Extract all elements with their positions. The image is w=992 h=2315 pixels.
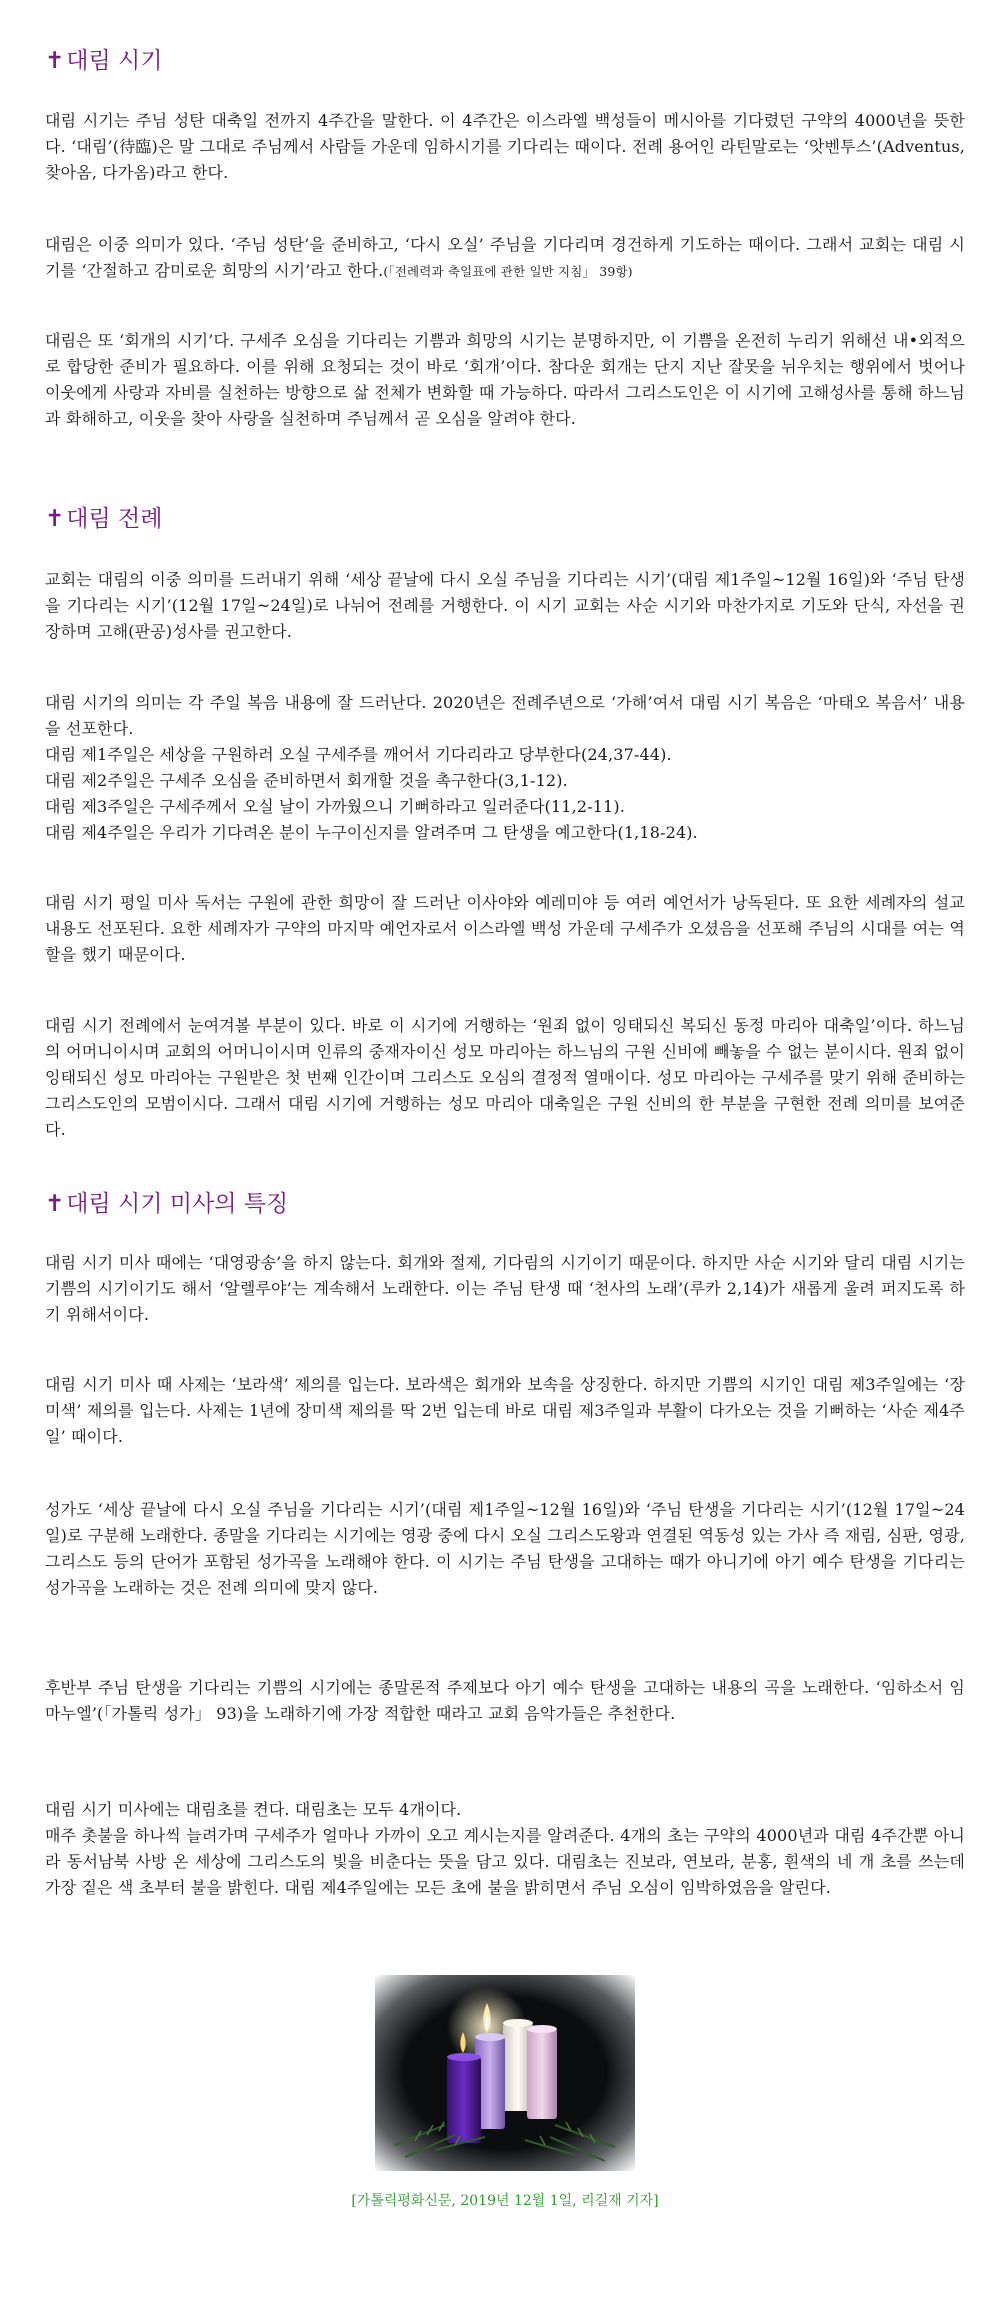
cross-icon: ✝ [45,1191,65,1217]
advent-candles-photo [375,1975,635,2171]
section-heading-advent-liturgy: ✝대림 전례 [45,506,163,532]
paragraph: 대림 시기 평일 미사 독서는 구원에 관한 희망이 잘 드러난 이사야와 예레미야 등 여러 예언서가 낭독된다. 또 요한 세례자의 설교 내용도 선포된다. 요한 세례자가 구약의 마지막 예언자로서 이스라엘 백성 가운데 구세주가 오셨음을 선포해 주님의 시대를 여는 역할을 했기 때문이다. [45,893,965,964]
section-heading-advent-season: ✝대림 시기 [45,48,163,74]
list-item: 대림 제4주일은 우리가 기다려온 분이 누구이신지를 알려주며 그 탄생을 예고한다(1,18-24). [45,823,698,842]
pink-candle [527,2029,557,2119]
list-item: 대림 시기의 의미는 각 주일 복음 내용에 잘 드러난다. 2020년은 전례주년으로 ‘가해’여서 대림 시기 복음은 ‘마태오 복음서’ 내용을 선포한다. [45,693,965,738]
paragraph: 대림은 이중 의미가 있다. ‘주님 성탄’을 준비하고, ‘다시 오실’ 주님을 기다리며 경건하게 기도하는 때이다. 그래서 교회는 대림 시기를 ‘간절하고 감미로운 희망의 시기’라고 한다.(「전례력과 축일표에 관한 일반 지침」 39항) [45,235,965,280]
paragraph: 대림 시기는 주님 성탄 대축일 전까지 4주간을 말한다. 이 4주간은 이스라엘 백성들이 메시아를 기다렸던 구약의 4000년을 뜻한다. ‘대림’(待臨)은 말 그대로 주님께서 사람들 가운데 임하시기를 기다리는 때이다. 전례 용어인 라틴말로는 ‘앗벤투스’(Adventus, 찾아옴, 다가옴)라고 한다. [45,111,965,182]
photo-caption: [가톨릭평화신문, 2019년 12월 1일, 리길재 기자] [351,2193,659,2209]
paragraph-gospel-list [45,690,965,846]
evergreen-branches [395,2125,615,2161]
paragraph: 대림 시기 전례에서 눈여겨볼 부분이 있다. 바로 이 시기에 거행하는 ‘원죄 없이 잉태되신 복되신 동정 마리아 대축일’이다. 하느님의 어머니이시며 교회의 어머니이시며 인류의 중재자이신 성모 마리아는 하느님의 구원 신비에 빼놓을 수 없는 분이시다. 원죄 없이 잉태되신 성모 마리아는 구원받은 첫 번째 인간이며 그리스도 오심의 결정적 열매이다. 성모 마리아는 구세주를 맞기 위해 준비하는 그리스도인의 모범이시다. 그래서 대림 시기에 거행하는 성모 마리아 대축일은 구원 신비의 한 부분을 구현한 전례 의미를 보여준다. [45,1016,965,1139]
cross-icon: ✝ [45,506,65,532]
paragraph: 대림 시기 미사 때에는 ‘대영광송’을 하지 않는다. 회개와 절제, 기다림의 시기이기 때문이다. 하지만 사순 시기와 달리 대림 시기는 기쁨의 시기이기도 해서 ‘알렐루야’는 계속해서 노래한다. 이는 주님 탄생 때 ‘천사의 노래’(루카 2,14)가 새롭게 울려 퍼지도록 하기 위해서이다. [45,1253,965,1324]
advent-candles-illustration [375,1975,635,2171]
paragraph-advent-wreath [45,1797,965,1901]
list-item: 대림 제3주일은 구세주께서 오실 날이 가까웠으니 기뻐하라고 일러준다(11,2-11). [45,797,626,816]
paragraph: 교회는 대림의 이중 의미를 드러내기 위해 ‘세상 끝날에 다시 오실 주님을 기다리는 시기’(대림 제1주일~12월 16일)와 ‘주님 탄생을 기다리는 시기’(12월 17일~24일)로 나뉘어 전례를 거행한다. 이 시기 교회는 사순 시기와 마찬가지로 기도와 단식, 자선을 권장하며 고해(판공)성사를 권고한다. [45,570,965,641]
cross-icon: ✝ [45,48,65,74]
list-item: 매주 촛불을 하나씩 늘려가며 구세주가 얼마나 가까이 오고 계시는지를 알려준다. 4개의 초는 구약의 4000년과 대림 4주간뿐 아니라 동서남북 사방 온 세상에 그리스도의 빛을 비춘다는 뜻을 담고 있다. 대림초는 진보라, 연보라, 분홍, 흰색의 네 개 초를 쓰는데 가장 짙은 색 초부터 불을 밝힌다. 대림 제4주일에는 모든 초에 불을 밝히면서 주님 오심이 임박하였음을 알린다. [45,1826,965,1897]
dark-purple-candle [447,2057,481,2143]
list-item: 대림 제2주일은 구세주 오심을 준비하면서 회개할 것을 촉구한다(3,1-12). [45,771,568,790]
list-item: 대림 제1주일은 세상을 구원하러 오실 구세주를 깨어서 기다리라고 당부한다(24,37-44). [45,745,672,764]
list-item: 대림 시기 미사에는 대림초를 켠다. 대림초는 모두 4개이다. [45,1800,462,1819]
paragraph: 성가도 ‘세상 끝날에 다시 오실 주님을 기다리는 시기’(대림 제1주일~12월 16일)와 ‘주님 탄생을 기다리는 시기’(12월 17일~24일)로 구분해 노래한다. 종말을 기다리는 시기에는 영광 중에 다시 오실 그리스도왕과 연결된 역동성 있는 가사 즉 재림, 심판, 영광, 그리스도 등의 단어가 포함된 성가곡을 노래해야 한다. 이 시기는 주님 탄생을 고대하는 때가 아니기에 아기 예수 탄생을 기다리는 성가곡을 노래하는 것은 전례 의미에 맞지 않다. [45,1500,965,1597]
paragraph: 후반부 주님 탄생을 기다리는 기쁨의 시기에는 종말론적 주제보다 아기 예수 탄생을 고대하는 내용의 곡을 노래한다. ‘임하소서 임마누엘’(「가톨릭 성가」 93)을 노래하기에 가장 적합한 때라고 교회 음악가들은 추천한다. [45,1678,965,1723]
reference-note: (「전례력과 축일표에 관한 일반 지침」 39항) [383,264,633,279]
paragraph: 대림은 또 ‘회개의 시기’다. 구세주 오심을 기다리는 기쁨과 희망의 시기는 분명하지만, 이 기쁨을 온전히 누리기 위해선 내•외적으로 합당한 준비가 필요하다. 이를 위해 요청되는 것이 바로 ‘회개’이다. 참다운 회개는 단지 지난 잘못을 뉘우치는 행위에서 벗어나 이웃에게 사랑과 자비를 실천하는 방향으로 삶 전체가 변화할 때 가능하다. 따라서 그리스도인은 이 시기에 고해성사를 통해 하느님과 화해하고, 이웃을 찾아 사랑을 실천하며 주님께서 곧 오심을 알려야 한다. [45,331,965,428]
paragraph: 대림 시기 미사 때 사제는 ‘보라색’ 제의를 입는다. 보라색은 회개와 보속을 상징한다. 하지만 기쁨의 시기인 대림 제3주일에는 ‘장미색’ 제의를 입는다. 사제는 1년에 장미색 제의를 딱 2번 입는데 바로 대림 제3주일과 부활이 다가오는 것을 기뻐하는 ‘사순 제4주일’ 때이다. [45,1375,965,1446]
section-heading-mass-features: ✝대림 시기 미사의 특징 [45,1191,289,1217]
